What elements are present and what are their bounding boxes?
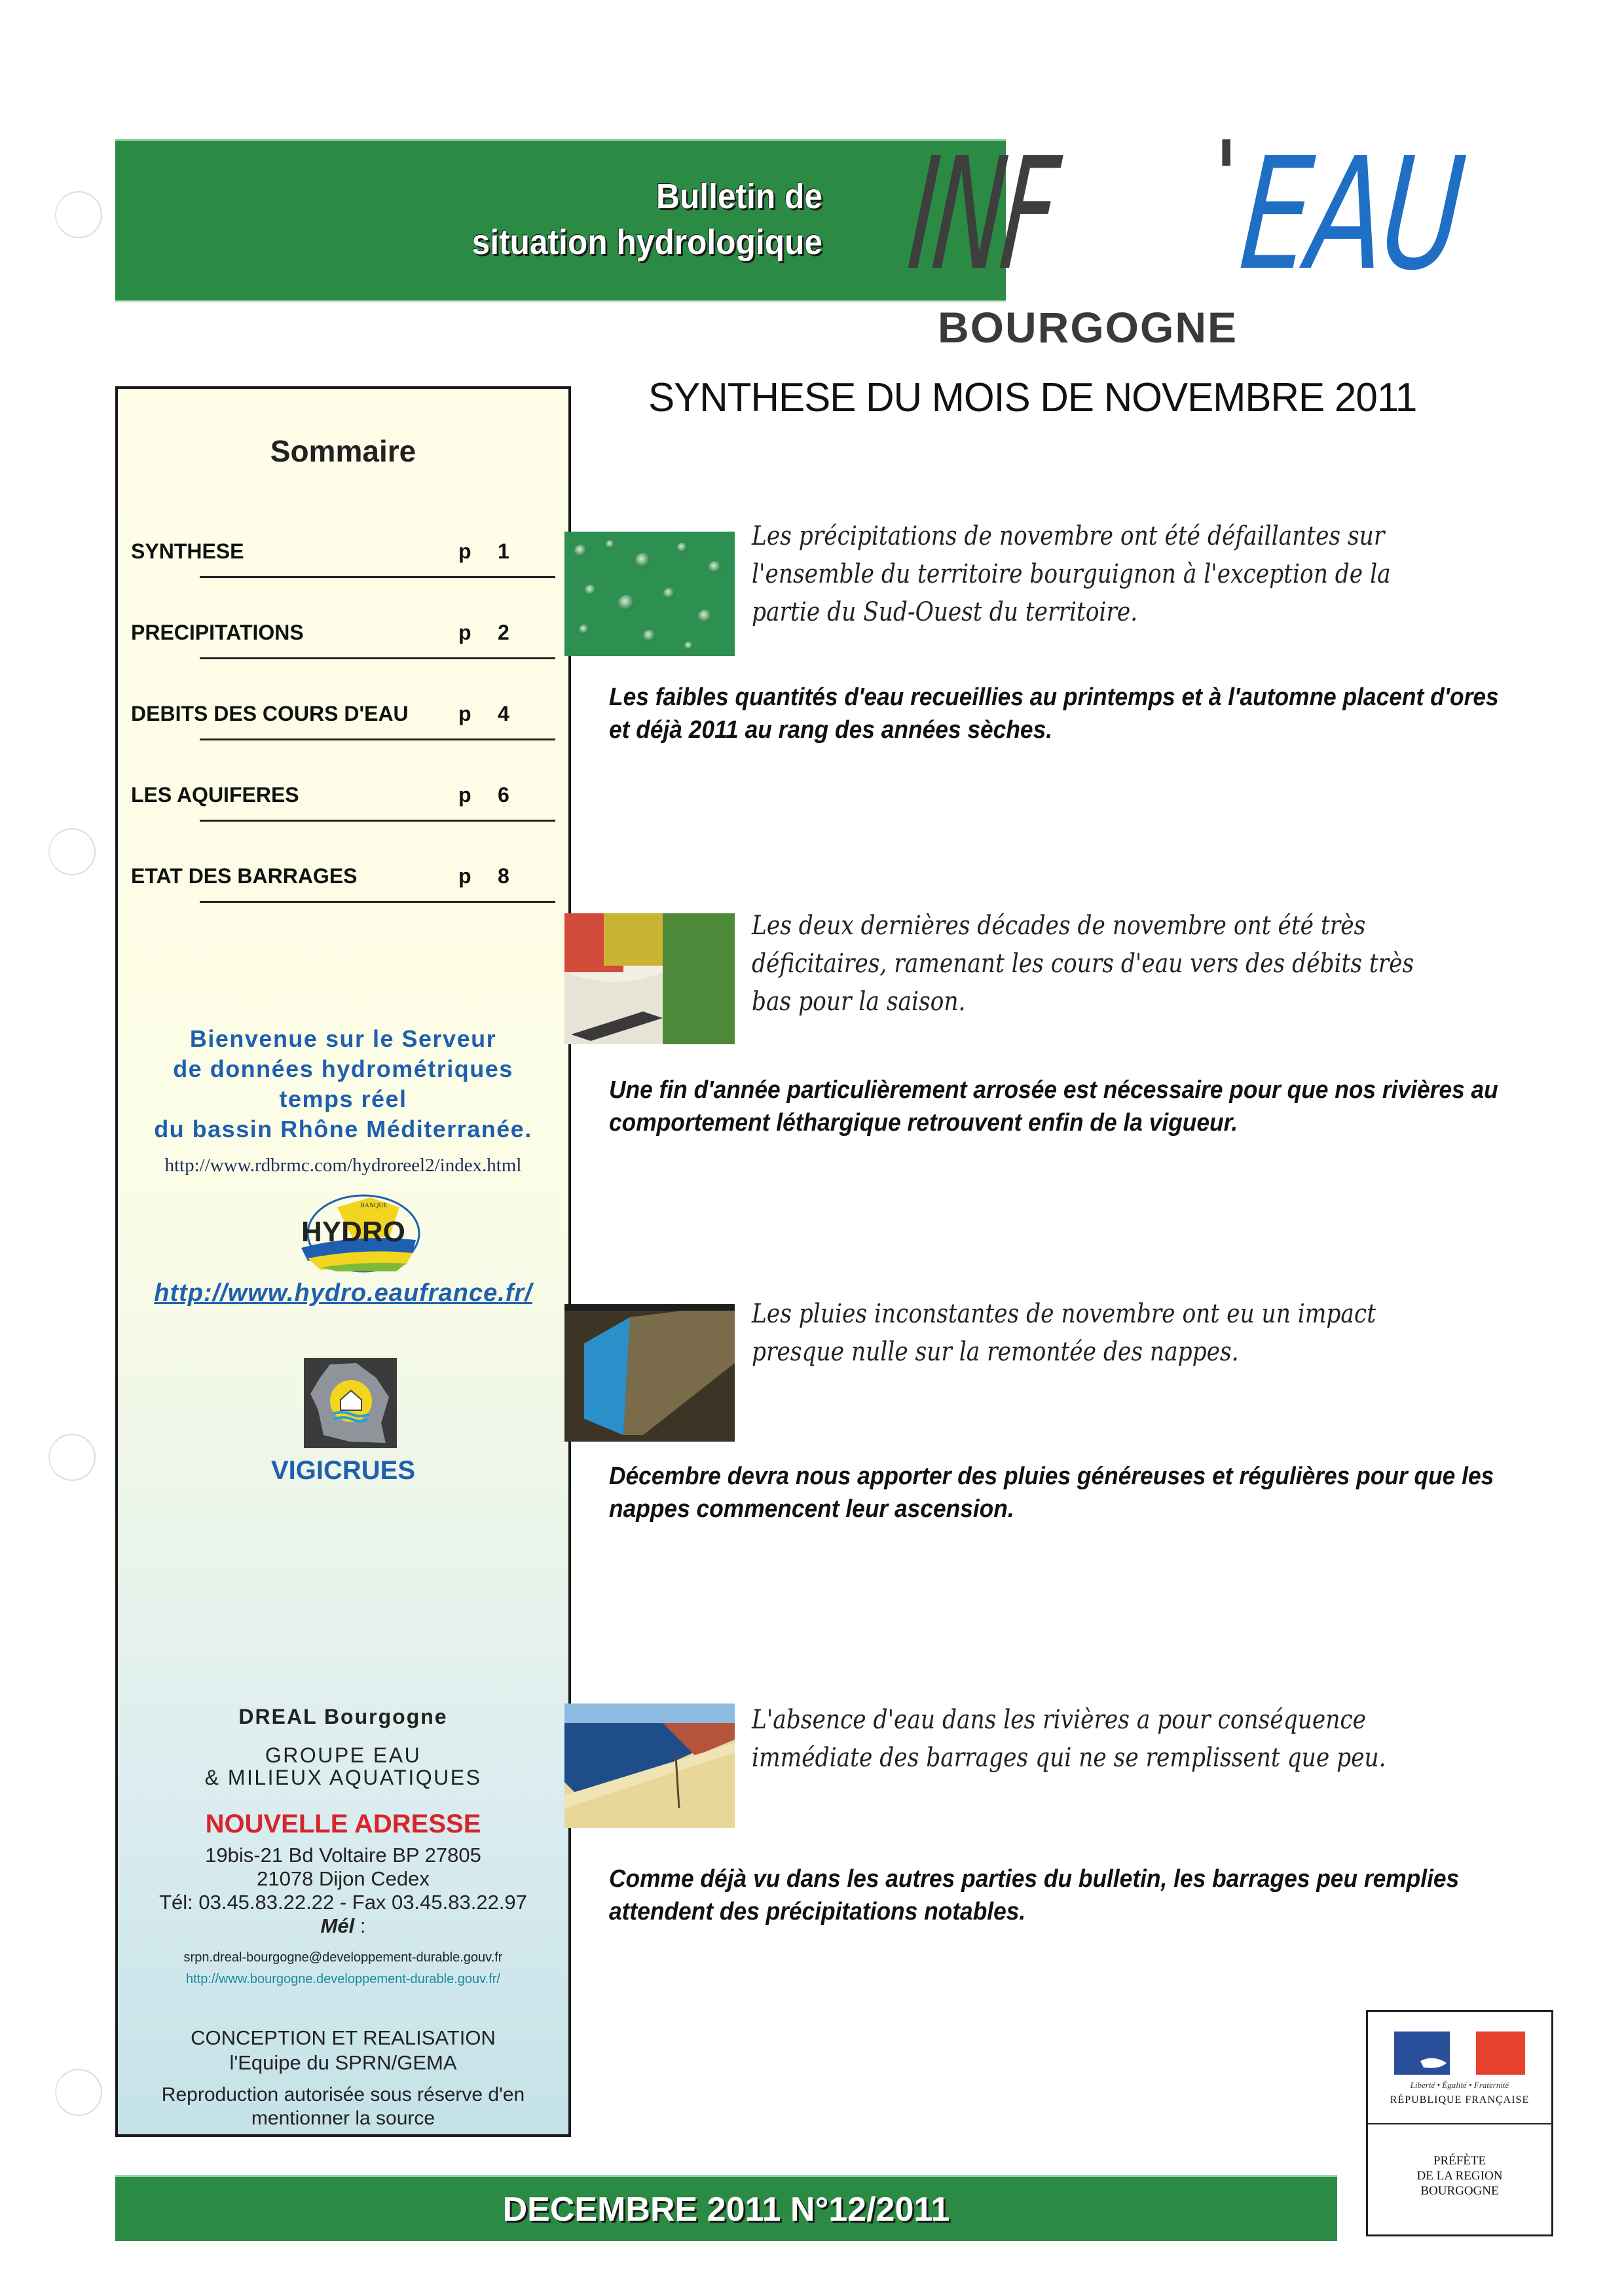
rdbrmc-link[interactable]: http://www.rdbrmc.com/hydroreel2/index.html xyxy=(164,1155,522,1176)
logo-eau: EAU xyxy=(1234,124,1468,304)
toc-divider xyxy=(200,657,555,659)
address-line: 21078 Dijon Cedex xyxy=(257,1867,430,1890)
dreal-name: DREAL Bourgogne xyxy=(238,1705,448,1728)
prefecture-line: DE LA REGION xyxy=(1416,2169,1503,2183)
republic-name: RÉPUBLIQUE FRANÇAISE xyxy=(1390,2094,1530,2105)
republic-motto: Liberté • Égalité • Fraternité xyxy=(1410,2080,1509,2090)
issue-number: DECEMBRE 2011 N°12/2011 xyxy=(502,2191,950,2229)
mel-colon: : xyxy=(354,1914,366,1937)
mel-label: Mél xyxy=(320,1914,355,1937)
reproduction-notice xyxy=(118,2083,568,2130)
aquiferes-lede: Les pluies inconstantes de novembre ont eu un impact presque nulle sur la remontée des nappes. xyxy=(752,1299,1376,1367)
logo-inf: INF xyxy=(902,124,1061,304)
marianne-flag-icon xyxy=(1394,2032,1525,2075)
punch-hole xyxy=(48,828,96,875)
banner-line-1: Bulletin de xyxy=(656,177,822,216)
barrages-summary: Comme déjà vu dans les autres parties du bulletin, les barrages peu remplies attendent des précipitations notables. xyxy=(609,1865,1460,1925)
contact-email[interactable]: srpn.dreal-bourgogne@developpement-durable.gouv.fr xyxy=(183,1950,503,1965)
conception-line: CONCEPTION ET REALISATION xyxy=(191,2026,496,2049)
new-address-label: NOUVELLE ADRESSE xyxy=(205,1810,481,1838)
dreal-website-link[interactable]: http://www.bourgogne.developpement-durable.gouv.fr/ xyxy=(186,1972,500,1986)
phone-fax: Tél: 03.45.83.22.22 - Fax 03.45.83.22.97 xyxy=(159,1891,527,1914)
groupe-line: & MILIEUX AQUATIQUES xyxy=(204,1766,482,1789)
dam-image-icon xyxy=(564,1704,735,1828)
footer-banner xyxy=(115,2175,1337,2241)
toc-item-precipitations[interactable] xyxy=(131,621,555,702)
welcome-line: de données hydrométriques xyxy=(173,1055,513,1082)
toc-page-number: 2 xyxy=(498,621,509,644)
welcome-line: du bassin Rhône Méditerranée. xyxy=(154,1116,532,1142)
toc-label: SYNTHESE xyxy=(131,539,244,563)
toc-divider xyxy=(200,820,555,822)
postal-address xyxy=(118,1844,568,1938)
toc-item-aquiferes[interactable] xyxy=(131,783,555,864)
precipitations-lede: Les précipitations de novembre ont été défaillantes sur l'ensemble du territoire bourguignon à l'exception de la partie du Sud-Ouest du territoire. xyxy=(752,521,1391,627)
vigicrues-label[interactable]: VIGICRUES xyxy=(270,1456,416,1485)
reproduction-line: mentionner la source xyxy=(251,2107,435,2129)
groupe-eau xyxy=(118,1744,568,1789)
page-title: SYNTHESE DU MOIS DE NOVEMBRE 2011 xyxy=(648,375,1417,420)
debits-lede: Les deux dernières décades de novembre ont été très déficitaires, ramenant les cours d'eau vers des débits très bas pour la saison. xyxy=(752,911,1414,1017)
toc-item-synthese[interactable] xyxy=(131,539,555,621)
banque-hydro-logo-icon[interactable] xyxy=(291,1188,422,1273)
banner-line-2: situation hydrologique xyxy=(471,223,822,262)
punch-hole xyxy=(55,191,102,238)
toc-label: PRECIPITATIONS xyxy=(131,621,304,644)
debits-summary: Une fin d'année particulièrement arrosée est nécessaire pour que nos rivières au comportement léthargique retrouvent enfin de la vigueur. xyxy=(609,1076,1498,1137)
welcome-line: Bienvenue sur le Serveur xyxy=(189,1025,497,1052)
region-name: BOURGOGNE xyxy=(938,303,1238,352)
prefecture-name xyxy=(1368,2153,1551,2198)
marianne-block xyxy=(1368,2012,1551,2124)
toc-page-number: 1 xyxy=(498,539,509,563)
vigicrues-logo-icon[interactable] xyxy=(304,1358,397,1448)
prefecture-line: BOURGOGNE xyxy=(1420,2184,1499,2198)
reproduction-line: Reproduction autorisée sous réserve d'en xyxy=(161,2084,525,2105)
sommaire-heading: Sommaire xyxy=(270,434,416,468)
cave-water-image-icon xyxy=(564,1304,735,1442)
toc-label: DEBITS DES COURS D'EAU xyxy=(131,702,409,725)
river-autumn-image-icon xyxy=(564,913,735,1044)
toc-page-number: 6 xyxy=(498,783,509,807)
sidebar xyxy=(115,386,571,2137)
toc-item-debits[interactable] xyxy=(131,702,555,783)
toc-page-prefix: p xyxy=(458,621,471,644)
hydro-logo-text: HYDRO xyxy=(301,1216,405,1248)
toc-label: ETAT DES BARRAGES xyxy=(131,864,358,888)
toc-page-prefix: p xyxy=(458,702,471,725)
banner-title xyxy=(472,173,822,265)
conception-credit xyxy=(118,2026,568,2075)
toc-page-prefix: p xyxy=(458,539,471,563)
punch-hole xyxy=(55,2069,102,2116)
raindrops-image-icon xyxy=(564,532,735,656)
header-banner xyxy=(115,139,1006,302)
groupe-line: GROUPE EAU xyxy=(265,1743,422,1767)
conception-line: l'Equipe du SPRN/GEMA xyxy=(229,2051,457,2074)
republique-francaise-logo xyxy=(1366,2010,1553,2236)
toc-item-barrages[interactable] xyxy=(131,864,555,945)
welcome-line: temps réel xyxy=(279,1085,407,1112)
precipitations-summary: Les faibles quantités d'eau recueillies au printemps et à l'automne placent d'ores et déjà 2011 au rang des années sèches. xyxy=(609,683,1499,744)
toc-divider xyxy=(200,738,555,740)
mel-row xyxy=(118,1914,568,1938)
toc-divider xyxy=(200,576,555,578)
welcome-text xyxy=(118,1024,568,1144)
prefecture-line: PRÉFÈTE xyxy=(1433,2154,1486,2168)
aquiferes-summary: Décembre devra nous apporter des pluies généreuses et régulières pour que les nappes commencent leur ascension. xyxy=(609,1463,1494,1523)
toc-page-number: 8 xyxy=(498,864,509,888)
logo-apostrophe: ' xyxy=(1213,120,1240,234)
toc-page-number: 4 xyxy=(498,702,509,725)
barrages-lede: L'absence d'eau dans les rivières a pour conséquence immédiate des barrages qui ne se remplissent que peu. xyxy=(752,1705,1386,1773)
toc-page-prefix: p xyxy=(458,864,471,888)
toc-page-prefix: p xyxy=(458,783,471,807)
hydro-eaufrance-link[interactable]: http://www.hydro.eaufrance.fr/ xyxy=(154,1279,532,1307)
address-line: 19bis-21 Bd Voltaire BP 27805 xyxy=(205,1844,481,1867)
toc-label: LES AQUIFERES xyxy=(131,783,299,807)
punch-hole xyxy=(48,1434,96,1481)
hydro-logo-small-text: BANQUE xyxy=(360,1202,388,1209)
table-of-contents xyxy=(131,539,555,945)
toc-divider xyxy=(200,901,555,903)
